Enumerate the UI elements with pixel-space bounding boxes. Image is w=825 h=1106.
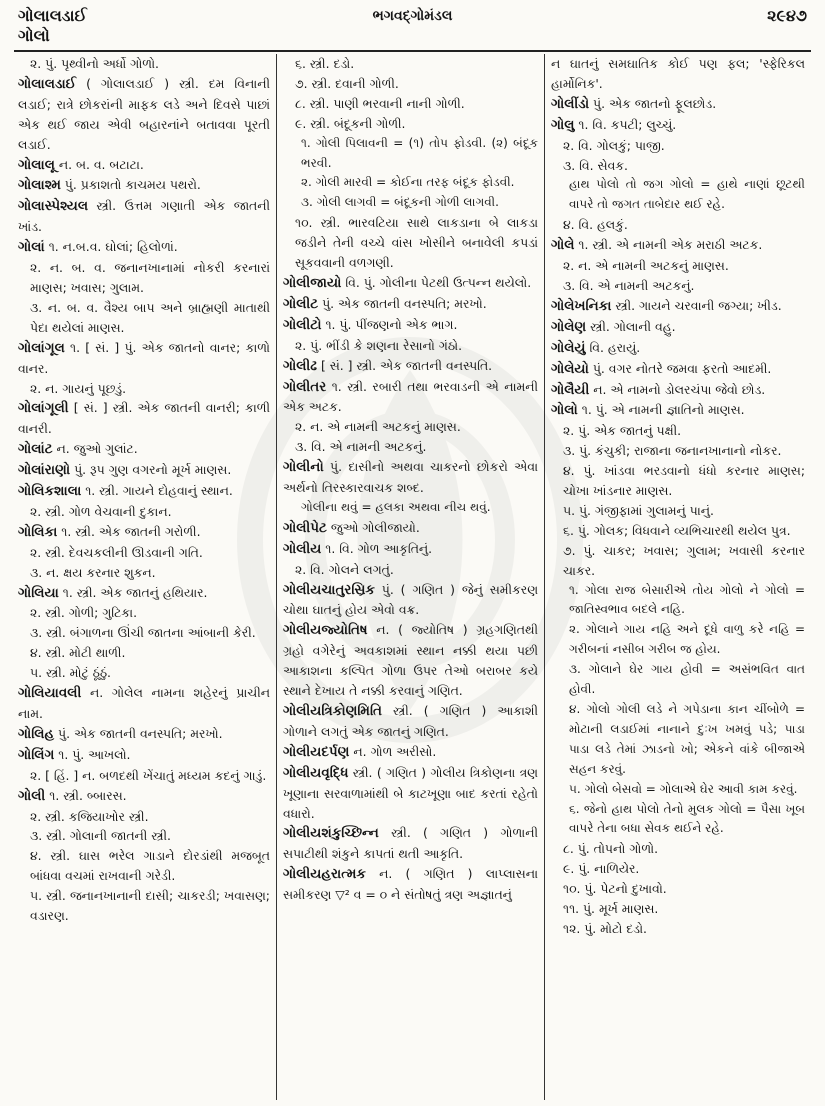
headword: ગોલીપેટ bbox=[283, 519, 327, 536]
dictionary-entry bbox=[18, 398, 270, 439]
definition-text: હાથ પોલો તો જગ ગોલો = હાથે નાણાં છૂટથી વાપરે તો જગત તાબેદાર થઈ રહે. bbox=[569, 177, 805, 212]
entry-sense bbox=[18, 623, 270, 643]
definition-text: ૩. સ્ત્રી. બંગાળના ઊંચી જાતના આંબાની કેરી. bbox=[30, 625, 256, 641]
dictionary-entry bbox=[18, 74, 270, 155]
definition-text: ૨. ન. એ નામની અટકનું માણસ. bbox=[295, 419, 461, 435]
definition-text: ગોલીના થવું = હલકા અથવા નીચ થવું. bbox=[301, 499, 491, 514]
definition-text: ૧. સ્ત્રી. બ્બારસ. bbox=[45, 787, 127, 803]
definition-text: ૩. વિ. એ નામની અટકનું. bbox=[563, 277, 695, 293]
headword: ગોલાશ્મ bbox=[18, 177, 61, 194]
dictionary-entry bbox=[18, 683, 270, 724]
headword: ગોલાંટ bbox=[18, 441, 53, 458]
definition-text: ૭. સ્ત્રી. દવાની ગોળી. bbox=[295, 75, 399, 91]
definition-text: ૨. સ્ત્રી. ગોળી; ગુટિકા. bbox=[30, 605, 138, 621]
dictionary-entry bbox=[18, 745, 270, 766]
definition-text: ૨. સ્ત્રી. કજિયાખોર સ્ત્રી. bbox=[30, 808, 149, 824]
entry-sense bbox=[551, 156, 805, 176]
dictionary-entry bbox=[18, 338, 270, 379]
entry-sense bbox=[283, 173, 538, 193]
headword: ગોલીયશંકુચ્છિન્ન bbox=[283, 825, 379, 842]
entry-sense bbox=[551, 461, 805, 501]
entry-sense bbox=[18, 603, 270, 623]
headword: ગોલિયા bbox=[18, 584, 59, 601]
entry-sense bbox=[551, 879, 805, 899]
entry-sense bbox=[18, 298, 270, 338]
definition-text: ૧. ન.બ.વ. ઘોલાં; હિલોળાં. bbox=[44, 239, 178, 255]
definition-text: પું. એક જાતની વનસ્પતિ; મરખો. bbox=[54, 725, 223, 741]
definition-text: ૪. ગોલો ગોલી લડે ને ગપેડાના કાન ચીંબોળે = મોટાની લડાઈમાં નાનાને દુઃખ ખમવું પડે; પાડા પાડા લડે તેમાં ઝાડનો ખો; એકને વાંકે બીજાએ સહન કરવું. bbox=[569, 702, 805, 776]
definition-text: ૫. ગોલો બેસવો = ગોલાએ ઘેર આવી કામ કરવું. bbox=[569, 781, 798, 796]
entry-sense bbox=[283, 498, 538, 518]
dictionary-entry bbox=[18, 724, 270, 745]
headword: ગોલીતર bbox=[283, 378, 327, 395]
definition-text: ૯. સ્ત્રી. બંદૂકની ગોળી. bbox=[295, 115, 406, 131]
definition-text: ન ઘાતનું સમઘાતિક કોઈ પણ ફલ; 'સ્ફેરિકલ હાર્મોનિક'. bbox=[551, 56, 805, 91]
definition-text: [ સં. ] સ્ત્રી. એક જાતની વનસ્પતિ. bbox=[317, 357, 493, 373]
entry-sense bbox=[551, 276, 805, 296]
dictionary-entry bbox=[551, 94, 805, 115]
entry-sense bbox=[551, 859, 805, 879]
definition-text: ૨. પું. એક જાતનું પક્ષી. bbox=[563, 423, 682, 439]
definition-text: ૬. પું. ગોલક; વિધવાને વ્યભિચારથી થયેલ પુત્ર. bbox=[563, 522, 791, 538]
definition-text: ન. જુઓ ગુલાંટ. bbox=[52, 441, 138, 457]
headword: ગોલેયું bbox=[551, 339, 586, 356]
headword: ગોલાસ્પેશ્યલ bbox=[18, 198, 89, 215]
page-number: ૨૯૪૭ bbox=[767, 6, 807, 25]
entry-sense bbox=[283, 94, 538, 114]
definition-text: ન. ( જ્યોતિષ ) ગ્રહગણિતથી ગ્રહો વગેરેનું અવકાશમાં સ્થાન નક્કી થયા પછી આકાશના કલ્પિત ગોળા ઉપર તેઓ બરાબર કયે સ્થાને દેખાય તે નક્કી કરવાનું ગણિત. bbox=[283, 622, 538, 699]
entry-sense bbox=[283, 74, 538, 94]
definition-text: ન. બ. વ. બટાટા. bbox=[54, 156, 144, 172]
definition-text: ૧. પું. પીંજણનો એક ભાગ. bbox=[321, 316, 458, 332]
headword: ગોલીય bbox=[283, 540, 322, 557]
dictionary-entry bbox=[283, 580, 538, 621]
entry-sense bbox=[283, 336, 538, 356]
definition-text: ૧. ગોલી પિલાવની = (૧) તોપ ફોડવી. (૨) બંદૂક ભરવી. bbox=[301, 135, 538, 170]
entry-sense bbox=[551, 136, 805, 156]
definition-text: ૭. પું. ચાકર; ખવાસ; ગુલામ; ખવાસી કરનાર ચાકર. bbox=[563, 542, 805, 578]
entry-sense bbox=[551, 175, 805, 215]
header-rule bbox=[14, 50, 811, 52]
definition-text: ૧. વિ. કપટી; લુચ્ચું. bbox=[574, 116, 677, 132]
definition-text: ન. ગોળ અરીસો. bbox=[349, 743, 437, 759]
entry-sense bbox=[283, 54, 538, 74]
definition-text: પું. પ્રકાશતો કાચમય પથરો. bbox=[60, 177, 201, 193]
dictionary-entry bbox=[551, 380, 805, 401]
dictionary-entry bbox=[283, 377, 538, 418]
definition-text: ૨. [ હિં. ] ન. બળદથી ખેંચાતું મધ્યમ કદનું ગાડું. bbox=[30, 767, 267, 783]
entry-sense bbox=[18, 54, 270, 74]
dictionary-entry bbox=[551, 296, 805, 317]
entry-sense bbox=[18, 563, 270, 583]
definition-text: ૬. સ્ત્રી. દડો. bbox=[295, 56, 355, 71]
entry-sense bbox=[551, 919, 805, 939]
entry-sense bbox=[551, 441, 805, 461]
definition-text: સ્ત્રી. ( ગણિત ) ગોળાની સપાટીથી શંકુને કાપતાં થતી આકૃતિ. bbox=[283, 825, 538, 862]
dictionary-entry bbox=[18, 439, 270, 460]
definition-text: ન. ( ગણિત ) લાપ્લાસના સમીકરણ ▽² વ = ૦ ને સંતોષતું ત્રણ અજ્ઞાતનું bbox=[283, 866, 538, 903]
dictionary-entry bbox=[283, 294, 538, 315]
definition-text: સ્ત્રી. ગાયને ચરવાની જગ્યા; ખીડ. bbox=[611, 297, 782, 313]
headword: ગોલાલૂ bbox=[18, 156, 55, 173]
entry-sense bbox=[18, 766, 270, 786]
entry-sense bbox=[283, 417, 538, 437]
definition-text: ૪. પું. ખાંડવા ભરડવાનો ધંધો કરનાર માણસ; ચોખા ખાંડનાર માણસ. bbox=[563, 463, 805, 499]
headword: ગોલેણ bbox=[551, 318, 587, 335]
entry-sense bbox=[551, 800, 805, 840]
dictionary-entry bbox=[283, 620, 538, 701]
headword: ગોલો bbox=[551, 402, 578, 419]
definition-text: ૧. સ્ત્રી. ગાયને દોહવાનું સ્થાન. bbox=[81, 483, 233, 499]
definition-text: ૨. સ્ત્રી. દેવચકલીની ઊડવાની ગતિ. bbox=[30, 544, 203, 560]
entry-sense bbox=[18, 258, 270, 298]
entry-sense bbox=[18, 379, 270, 399]
dictionary-entry bbox=[283, 273, 538, 294]
definition-text: ૩. ન. બ. વ. વૈશ્ય બાપ અને બ્રાહ્મણી માતાથી પેદા થયેલાં માણસ. bbox=[30, 299, 270, 335]
definition-text: સ્ત્રી. ઉત્તમ ગણાતી એક જાતની ખાંડ. bbox=[18, 198, 270, 235]
dictionary-entry bbox=[18, 786, 270, 807]
page-header bbox=[18, 4, 807, 26]
left-guide-word-2: ગોલો bbox=[18, 26, 50, 45]
definition-text: ૨. વિ. ગોલને લગતું. bbox=[295, 561, 394, 577]
definition-text: ન. એ નામનો ડોલરચંપા જેવો છોડ. bbox=[589, 381, 766, 397]
definition-text: ૪. વિ. હલકું. bbox=[563, 217, 628, 233]
headword: ગોલીટો bbox=[283, 316, 322, 333]
headword: ગોલિયાવલી bbox=[18, 685, 82, 702]
definition-text: ૩. વિ. સેવક. bbox=[563, 157, 628, 173]
entry-sense bbox=[283, 437, 538, 457]
dictionary-entry bbox=[551, 359, 805, 380]
entry-sense bbox=[18, 807, 270, 827]
headword: ગોલીઢ bbox=[283, 357, 318, 374]
headword: ગોલિકા bbox=[18, 523, 58, 540]
entry-sense bbox=[551, 421, 805, 441]
headword: ગોલેખનિકા bbox=[551, 297, 612, 314]
definition-text: ૩. સ્ત્રી. ગોલાની જાતની સ્ત્રી. bbox=[30, 828, 171, 844]
dictionary-entry bbox=[283, 539, 538, 560]
page-title: ભગવદ્ગોમંડલ bbox=[372, 8, 453, 24]
definition-text: ૩. ગોલી લાગવી = બંદૂકની ગોળી લાગવી. bbox=[301, 195, 499, 210]
definition-text: ૧. સ્ત્રી. એક જાતની ગરોળી. bbox=[57, 523, 201, 539]
headword: ગોલૈયી bbox=[551, 381, 590, 398]
headword: ગોલી bbox=[18, 787, 46, 804]
headword: ગોલીયદર્પણ bbox=[283, 743, 350, 760]
headword: ગોલીનો bbox=[283, 459, 324, 476]
entry-sense bbox=[18, 663, 270, 683]
entry-sense bbox=[18, 886, 270, 926]
headword: ગોલાં bbox=[18, 239, 45, 256]
headword: ગોલિંગ bbox=[18, 746, 55, 763]
definition-text: સ્ત્રી. ( ગણિત ) આકાશી ગોળાને લગતું એક જાતનું ગણિત. bbox=[283, 703, 538, 739]
dictionary-entry bbox=[18, 522, 270, 543]
entry-sense bbox=[551, 899, 805, 919]
entry-sense bbox=[283, 193, 538, 213]
entry-sense bbox=[551, 620, 805, 660]
dictionary-entry bbox=[283, 864, 538, 905]
definition-text: ૨. પું. ભીંડી કે શણના રેસાનો ગંઠો. bbox=[295, 337, 463, 353]
definition-text: પું. દાસીનો અથવા ચાકરનો છોકરો એવા અર્થનો તિરસ્કારવાચક શબ્દ. bbox=[283, 459, 538, 496]
definition-text: ૨. ન. એ નામની અટકનું માણસ. bbox=[563, 258, 729, 274]
entry-sense bbox=[18, 643, 270, 663]
dictionary-entry bbox=[283, 701, 538, 742]
headword: ગોલાલડાઈ bbox=[18, 75, 77, 92]
dictionary-entry bbox=[283, 518, 538, 539]
entry-sense bbox=[551, 780, 805, 800]
dictionary-entry bbox=[551, 338, 805, 359]
dictionary-entry bbox=[18, 237, 270, 258]
left-guide-word: ગોલાલડાઈ bbox=[18, 6, 87, 25]
definition-text: પું. વગર નોતરે જમવા ફરતો આદમી. bbox=[588, 360, 772, 376]
entry-sense bbox=[18, 846, 270, 886]
entry-sense bbox=[551, 700, 805, 780]
column-2 bbox=[276, 54, 544, 1100]
headword: ગોલીયહરાત્મક bbox=[283, 866, 366, 883]
dictionary-entry bbox=[283, 457, 538, 498]
definition-text: ૧. સ્ત્રી. રબારી તથા ભરવાડની એ નામની એક અટક. bbox=[283, 378, 538, 415]
entry-sense bbox=[551, 256, 805, 276]
dictionary-entry bbox=[18, 481, 270, 502]
definition-text: પું. રૂપ ગુણ વગરનો મૂર્ખ માણસ. bbox=[70, 462, 232, 478]
headword: ગોલે bbox=[551, 237, 575, 254]
dictionary-entry bbox=[18, 175, 270, 196]
entry-sense bbox=[551, 54, 805, 94]
definition-text: ૧૦. પું. પેટનો દુખાવો. bbox=[563, 881, 667, 897]
column-3 bbox=[544, 54, 811, 1100]
definition-text: ૪. સ્ત્રી. ઘાસ ભરેલ ગાડાને દોરડાંથી મજબૂત બાંધવા વચમાં રાખવાની ગરેડી. bbox=[30, 848, 270, 884]
dictionary-entry bbox=[551, 115, 805, 136]
entry-sense bbox=[18, 502, 270, 522]
dictionary-entry bbox=[283, 742, 538, 763]
definition-text: ૧. પું. એ નામની જ્ઞાતિનો માણસ. bbox=[577, 402, 745, 418]
headword: ગોલીંડો bbox=[551, 95, 590, 112]
definition-text: સ્ત્રી. ( ગણિત ) ગોલીય ત્રિકોણના ત્રણ ખૂણાના સરવાળામાંથી બે કાટખૂણા બાદ કરતાં રહેતો વધારો. bbox=[283, 764, 538, 821]
headword: ગોલીટ bbox=[283, 295, 319, 312]
definition-text: ૩. ન. ક્ષય કરનાર શુકન. bbox=[30, 564, 156, 580]
entry-sense bbox=[18, 826, 270, 846]
definition-text: ૨. ગોલી મારવી = કોઈના તરફ બંદૂક ફોડવી. bbox=[301, 175, 515, 190]
headword: ગોલીયચાતુરસ્રિક bbox=[283, 581, 375, 598]
entry-sense bbox=[551, 521, 805, 541]
definition-text: પું. એક જાતની વનસ્પતિ; મરખો. bbox=[318, 295, 487, 311]
definition-text: ૧૧. પું. મૂર્ખ માણસ. bbox=[563, 901, 659, 917]
definition-text: ૫. સ્ત્રી. મોટું ઠૂંઠું. bbox=[30, 665, 112, 681]
dictionary-entry bbox=[18, 155, 270, 176]
definition-text: ૪. સ્ત્રી. મોટી થાળી. bbox=[30, 645, 126, 661]
definition-text: વિ. પું. ગોલીના પેટથી ઉત્પન્ન થયેલો. bbox=[341, 274, 532, 290]
dictionary-entry bbox=[551, 400, 805, 421]
entry-sense bbox=[551, 839, 805, 859]
definition-text: ૧. સ્ત્રી. એક જાતનું હથિયાર. bbox=[58, 584, 208, 600]
dictionary-entry bbox=[283, 356, 538, 377]
entry-sense bbox=[551, 501, 805, 521]
headword: ગોલાંરાણો bbox=[18, 462, 71, 479]
definition-text: [ સં. ] સ્ત્રી. એક જાતની વાનરી; કાળી વાનરી. bbox=[18, 400, 270, 437]
entry-sense bbox=[551, 581, 805, 621]
headword: ગોલીયજ્યોતિષ bbox=[283, 622, 368, 639]
entry-sense bbox=[283, 560, 538, 580]
definition-text: ( ગોલાલડાઈ ) સ્ત્રી. દમ વિનાની લડાઈ; રાત્રે છોકરાંની માફક લડે અને દિવસે પાછાં એક થઈ જાય એવી બહારનાંને બતાવવા પૂરતી લડાઈ. bbox=[18, 75, 270, 152]
definition-text: ૨. ન. બ. વ. જનાનખાનામાં નોકરી કરનારાં માણસ; ખવાસ; ગુલામ. bbox=[30, 260, 270, 295]
definition-text: પું. એક જાતનો ફૂલછોડ. bbox=[589, 95, 717, 111]
headword: ગોલિકશાલા bbox=[18, 483, 82, 500]
dictionary-entry bbox=[18, 460, 270, 481]
definition-text: પું. ( ગણિત ) જેનું સમીકરણ ચોથા ઘાતનું હોય એવો વક્ર. bbox=[283, 581, 538, 618]
headword: ગોલિહ bbox=[18, 725, 55, 742]
entry-sense bbox=[551, 660, 805, 700]
definition-text: ૧. પું. આખલો. bbox=[54, 746, 131, 762]
dictionary-entry bbox=[18, 196, 270, 237]
definition-text: ૧. ગોલા રાજ બેસારીએ તોય ગોલો ને ગોલો = જાતિસ્વભાવ બદલે નહિ. bbox=[569, 582, 805, 617]
definition-text: ૨. ગોલાને ગાય નહિ અને દૂધે વાળુ કરે નહિ = ગરીબનાં નસીબ ગરીબ જ હોય. bbox=[569, 622, 805, 657]
definition-text: ૫. પું. ગંજીફામાં ગુલામનું પાનું. bbox=[563, 502, 714, 518]
definition-text: ૧. [ સં. ] પું. એક જાતનો વાનર; કાળો વાનર. bbox=[18, 339, 270, 376]
definition-text: ૩. ગોલાને ઘેર ગાય હોવી = અસંભવિત વાત હોવી. bbox=[569, 662, 805, 697]
definition-text: ૧૨. પું. મોટો દડો. bbox=[563, 920, 647, 936]
column-1 bbox=[14, 54, 276, 1100]
dictionary-entry bbox=[283, 763, 538, 824]
dictionary-entry bbox=[18, 583, 270, 604]
dictionary-entry bbox=[551, 235, 805, 256]
dictionary-entry bbox=[551, 317, 805, 338]
dictionary-entry bbox=[283, 823, 538, 864]
headword: ગોલેયો bbox=[551, 360, 589, 377]
headword: ગોલીયવૃદ્ધિ bbox=[283, 764, 349, 781]
entry-sense bbox=[551, 541, 805, 581]
headword: ગોલાંગૂલી bbox=[18, 400, 69, 417]
definition-text: ૨. ન. ગાયનું પૂછડું. bbox=[30, 380, 127, 396]
definition-text: ૯. પું. નાળિયેર. bbox=[563, 861, 640, 877]
definition-text: ૩. પું. કંચુકી; રાજાના જનાનખાનાનો નોકર. bbox=[563, 443, 782, 459]
definition-text: ૩. વિ. એ નામની અટકનું. bbox=[295, 439, 427, 455]
entry-sense bbox=[283, 114, 538, 134]
definition-text: ૫. સ્ત્રી. જનાનખાનાની દાસી; ચાકરડી; ખવાસણ; વડારણ. bbox=[30, 888, 270, 924]
definition-text: ૨. વિ. ગોલકું; પાજી. bbox=[563, 137, 665, 153]
entry-sense bbox=[18, 543, 270, 563]
definition-text: ૧. વિ. ગોળ આકૃતિનું. bbox=[321, 540, 433, 556]
definition-text: ૨. સ્ત્રી. ગોળ વેચવાની દુકાન. bbox=[30, 503, 172, 519]
dictionary-entry bbox=[283, 315, 538, 336]
definition-text: જુઓ ગોલીજાયો. bbox=[326, 519, 420, 535]
definition-text: ૨. પું. પૃથ્વીનો અર્ધો ગોળો. bbox=[30, 56, 159, 71]
definition-text: ૮. પું. તોપનો ગોળો. bbox=[563, 841, 659, 857]
headword: ગોલુ bbox=[551, 116, 575, 133]
headword: ગોલીયત્રિકોણમિતિ bbox=[283, 703, 382, 719]
definition-text: સ્ત્રી. ગોલાની વહુ. bbox=[586, 318, 676, 334]
headword: ગોલાંગૂલ bbox=[18, 339, 65, 356]
definition-text: ૮. સ્ત્રી. પાણી ભરવાની નાની ગોળી. bbox=[295, 95, 465, 111]
definition-text: ૬. જેનો હાથ પોલો તેનો મુલક ગોલો = પૈસા ખૂબ વાપરે તેના બધા સેવક થઈને રહે. bbox=[569, 801, 805, 836]
definition-text: ૧. સ્ત્રી. એ નામની એક મરાઠી અટક. bbox=[574, 237, 763, 253]
entry-sense bbox=[551, 215, 805, 235]
definition-text: ન. ગોલેલ નામના શહેરનું પ્રાચીન નામ. bbox=[18, 685, 270, 721]
definition-text: વિ. હરાયું. bbox=[585, 339, 641, 355]
headword: ગોલીજાયો bbox=[283, 274, 342, 291]
dictionary-columns bbox=[14, 54, 811, 1100]
definition-text: ૧૦. સ્ત્રી. ભારવટિયા સાથે લાકડાના બે લાકડા જડીને તેની વચ્ચે વાંસ ખોસીને બનાવેલી કપડાં સૂકવવાની વળગણી. bbox=[295, 215, 538, 271]
entry-sense bbox=[283, 213, 538, 273]
entry-sense bbox=[283, 134, 538, 174]
